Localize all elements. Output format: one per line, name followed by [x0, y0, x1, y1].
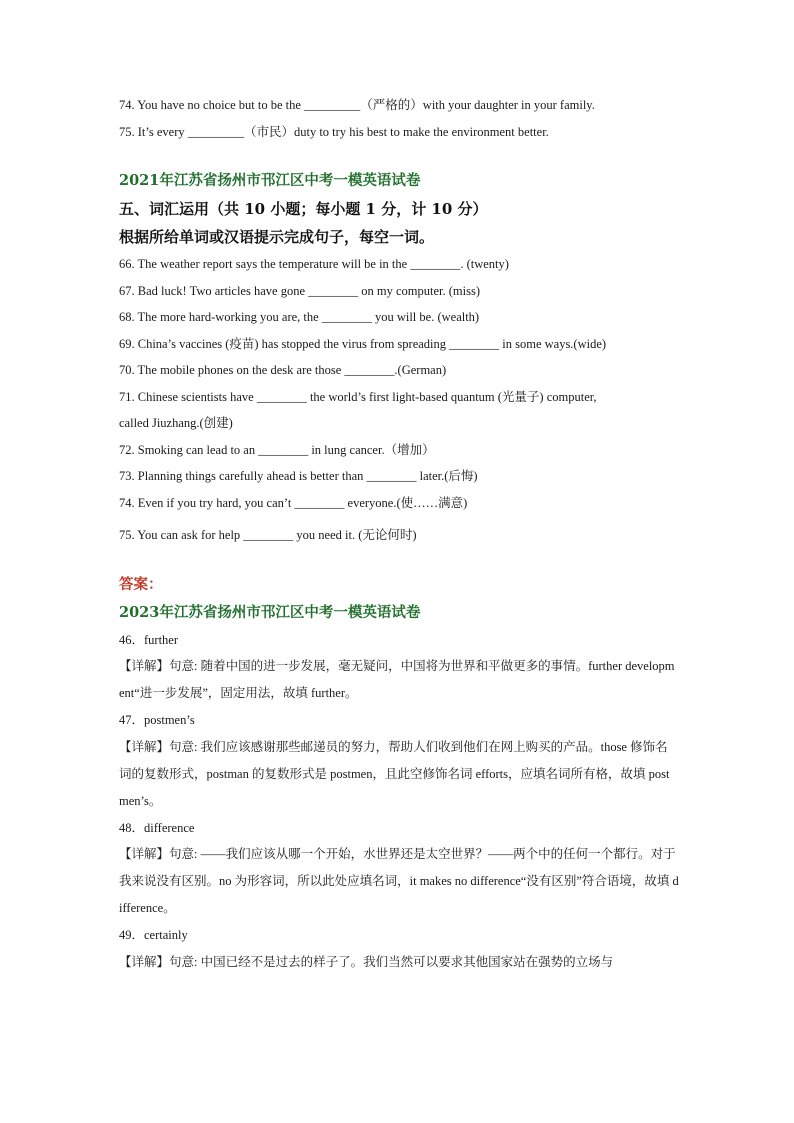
section-2021-subtitle: 五、词汇运用（共 10 小题；每小题 1 分，计 10 分） [119, 200, 488, 218]
question-66: 66. The weather report says the temperature will be in the ________. (twenty) [119, 257, 509, 271]
question-74: 74. Even if you try hard, you can’t ________ everyone.(使……满意) [119, 495, 468, 510]
answer-47: 47．postmen’s [119, 713, 195, 727]
answers-section-title: 2023年江苏省扬州市邗江区中考一模英语试卷 [119, 603, 421, 621]
answer-46-detail: 【详解】句意: 随着中国的进一步发展，毫无疑问，中国将为世界和平做更多的事情。further development“进一步发展”，固定用法，故填 further。 [119, 659, 675, 700]
question-73: 73. Planning things carefully ahead is better than ________ later.(后悔) [119, 469, 478, 483]
question-68: 68. The more hard-working you are, the ________ you will be. (wealth) [119, 310, 480, 324]
answer-49: 49．certainly [119, 928, 188, 942]
question-70: 70. The mobile phones on the desk are those ________.(German) [119, 363, 447, 377]
answer-48: 48．difference [119, 820, 195, 835]
question-69: 69. China’s vaccines (疫苗) has stopped the virus from spreading ________ in some ways.(wide) [119, 336, 607, 351]
answers-label: 答案： [119, 575, 163, 593]
question-75: 75. You can ask for help ________ you need it. (无论何时) [119, 528, 417, 542]
question-71: 71. Chinese scientists have ________ the world’s first light-based quantum (光量子) computer, [119, 389, 597, 404]
answer-46: 46．further [119, 632, 179, 647]
question-67: 67. Bad luck! Two articles have gone ________ on my computer. (miss) [119, 283, 480, 298]
document-page [119, 92, 679, 976]
question-75-prev: 75. It’s every _________（市民）duty to try his best to make the environment better. [119, 124, 549, 139]
answer-48-detail: 【详解】句意: ——我们应该从哪一个开始，水世界还是太空世界？——两个中的任何一个都行。对于我来说没有区别。no 为形容词，所以此处应填名词，it makes no difference“没有区别”符合语境，故填 difference。 [119, 847, 679, 915]
answer-49-detail: 【详解】句意: 中国已经不是过去的样子了。我们当然可以要求其他国家站在强势的立场与 [119, 954, 614, 969]
question-74-prev: 74. You have no choice but to be the _________（严格的）with your daughter in your family. [119, 98, 595, 112]
question-72: 72. Smoking can lead to an ________ in lung cancer.（增加） [119, 442, 435, 457]
section-2021-title: 2021年江苏省扬州市邗江区中考一模英语试卷 [119, 172, 421, 189]
section-2021-instruction: 根据所给单词或汉语提示完成句子，每空一词。 [119, 228, 435, 246]
question-71-cont: called Jiuzhang.(创建) [119, 416, 233, 430]
answer-47-detail: 【详解】句意: 我们应该感谢那些邮递员的努力，帮助人们收到他们在网上购买的产品。those 修饰名词的复数形式，postman 的复数形式是 postmen，且此空修饰名词 efforts，应填名词所有格，故填 postmen’s。 [119, 739, 670, 808]
